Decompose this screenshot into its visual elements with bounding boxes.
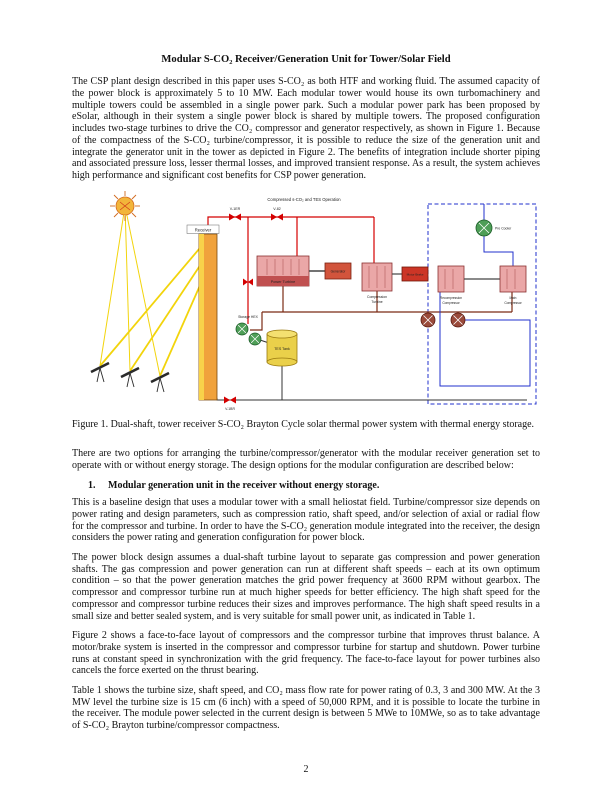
paragraph-power-block: The power block design assumes a dual-shaft turbine layout to separate gas compression and power generation shafts. The gas compression and power generation can run at different shaft speeds – each at its own optimum condition – so that the power generation matches the grid power frequency at 3600 RPM without gearbox. The compressor and compressor turbine run at much higher speeds for better efficiency. The high shaft speed for the compressor and compressor turbine reduces their sizes and improves performance. The high shaft speed results in a small size and better sealed system, and is very suitable for small power unit, as indicated in Table 1. <box>72 552 540 622</box>
paragraph-table1: Table 1 shows the turbine size, shaft speed, and CO₂ mass flow rate for power rating of 0.3, 3 and 300 MW. At the 3 MW level the turbine size is 15 cm (6 inch) with a speed of 50,000 RPM, and it is possible to locate the turbine in the receiver. The module power selected in the current design is between 5 MWe to 10MWe, so as to take advantage of S-CO₂ Brayton turbine/compressor compactness. <box>72 684 540 732</box>
boundary-label: Compressed s-CO₂ and TES Operation <box>267 196 341 202</box>
storage-hex-label: Storage HEX <box>238 314 258 319</box>
receiver-label: Receiver <box>194 227 212 233</box>
valve-v82 <box>271 207 283 221</box>
paragraph-baseline: This is a baseline design that uses a modular tower with a small heliostat field. Turbine/compressor size depends on power rating and design parameters, such as compression ratio, shaft speed, and/or selection of axial or radial flow for the compressor and turbine. In order to have the S-CO₂ generation module integrated into the receiver, the design considers the power rating and generation configuration for power block. <box>72 497 540 544</box>
motor-brake-label: Motor Brake <box>406 272 424 277</box>
generator-label: Generator <box>330 269 346 274</box>
recompression-label-2: Compressor <box>442 300 460 305</box>
pre-cooler <box>476 220 512 236</box>
figure-1-diagram <box>72 190 540 414</box>
paragraph-figure2: Figure 2 shows a face-to-face layout of compressors and the compressor turbine that improves thrust balance. A motor/brake system is inserted in the compressor and compressor turbine for startup and shutdown. Power turbine runs at constant speed in synchronization with the grid frequency. The face-to-face layout for power turbines also cancels the force exerted on the thrust bearing. <box>72 630 540 677</box>
compression-turbine-label-2: Turbine <box>371 299 383 304</box>
figure-1-caption: Figure 1. Dual-shaft, tower receiver S-CO₂ Brayton Cycle solar thermal power system with thermal energy storage. <box>72 418 535 430</box>
valve-v1er <box>229 207 241 221</box>
recuperator <box>451 313 465 327</box>
main-compressor <box>500 266 526 305</box>
receiver-tower <box>187 225 219 400</box>
power-turbine <box>257 256 309 286</box>
recuperator <box>421 313 435 327</box>
compression-turbine <box>362 263 392 304</box>
exhaust-pipe <box>250 286 512 330</box>
section-number: 1. <box>88 479 96 491</box>
power-turbine-label: Power Turbine <box>270 279 296 284</box>
main-compressor-label-1: Main <box>509 295 517 300</box>
pre-cooler-label: Pre Cooler <box>495 226 512 231</box>
bottom-pipe <box>217 340 527 400</box>
section-title: Modular generation unit in the receiver without energy storage. <box>108 479 380 491</box>
paragraph-options: There are two options for arranging the turbine/compressor/generator with the modular receiver generation set to operate with or without energy storage. The design options for the modular configuration are described below: <box>72 448 540 471</box>
recompression-label-1: Recompression <box>439 295 463 300</box>
motor-brake <box>402 267 428 281</box>
valve-v1br-label: V-1BR <box>225 406 235 411</box>
section-heading-1 <box>72 480 540 492</box>
main-compressor-label-2: Compressor <box>504 300 522 305</box>
page-title: Modular S-CO₂ Receiver/Generation Unit for Tower/Solar Field <box>161 54 451 65</box>
tes-tank <box>267 330 297 366</box>
paragraph-intro: The CSP plant design described in this paper uses S-CO₂ as both HTF and working fluid. The assumed capacity of the power block is approximately 5 to 10 MW. Each modular tower would house its own turbomachinery and multiple towers could be assembled in a single power park. Such a modular power park has been proposed by eSolar, although in their system a single power block is shared by multiple towers. The proposed configuration includes two-stage turbines to drive the CO₂ compressor and generator respectively, as shown in Figure 1. Because of the compactness of the S-CO₂ turbine/compressor, it is possible to reduce the size of the generation unit and integrate the generator unit in the tower as depicted in Figure 2. The benefits of integration include shorter piping and associated pressure loss, lesser thermal losses, and improved transient response. As a result, the system achieves high performance and significant cost benefits for CSP power generation. <box>72 76 540 181</box>
tes-tank-label: TES Tank <box>274 346 290 351</box>
generator <box>325 263 351 279</box>
valve-v1br <box>224 396 236 411</box>
recompression-compressor <box>438 266 464 305</box>
page-number: 2 <box>303 764 309 776</box>
valve-v1er-label: V-1ER <box>229 206 241 211</box>
compression-turbine-label-1: Compression <box>367 294 387 299</box>
valve-v82-label: V-82 <box>273 206 281 211</box>
figure-1 <box>72 190 540 414</box>
sun-icon <box>110 191 140 221</box>
